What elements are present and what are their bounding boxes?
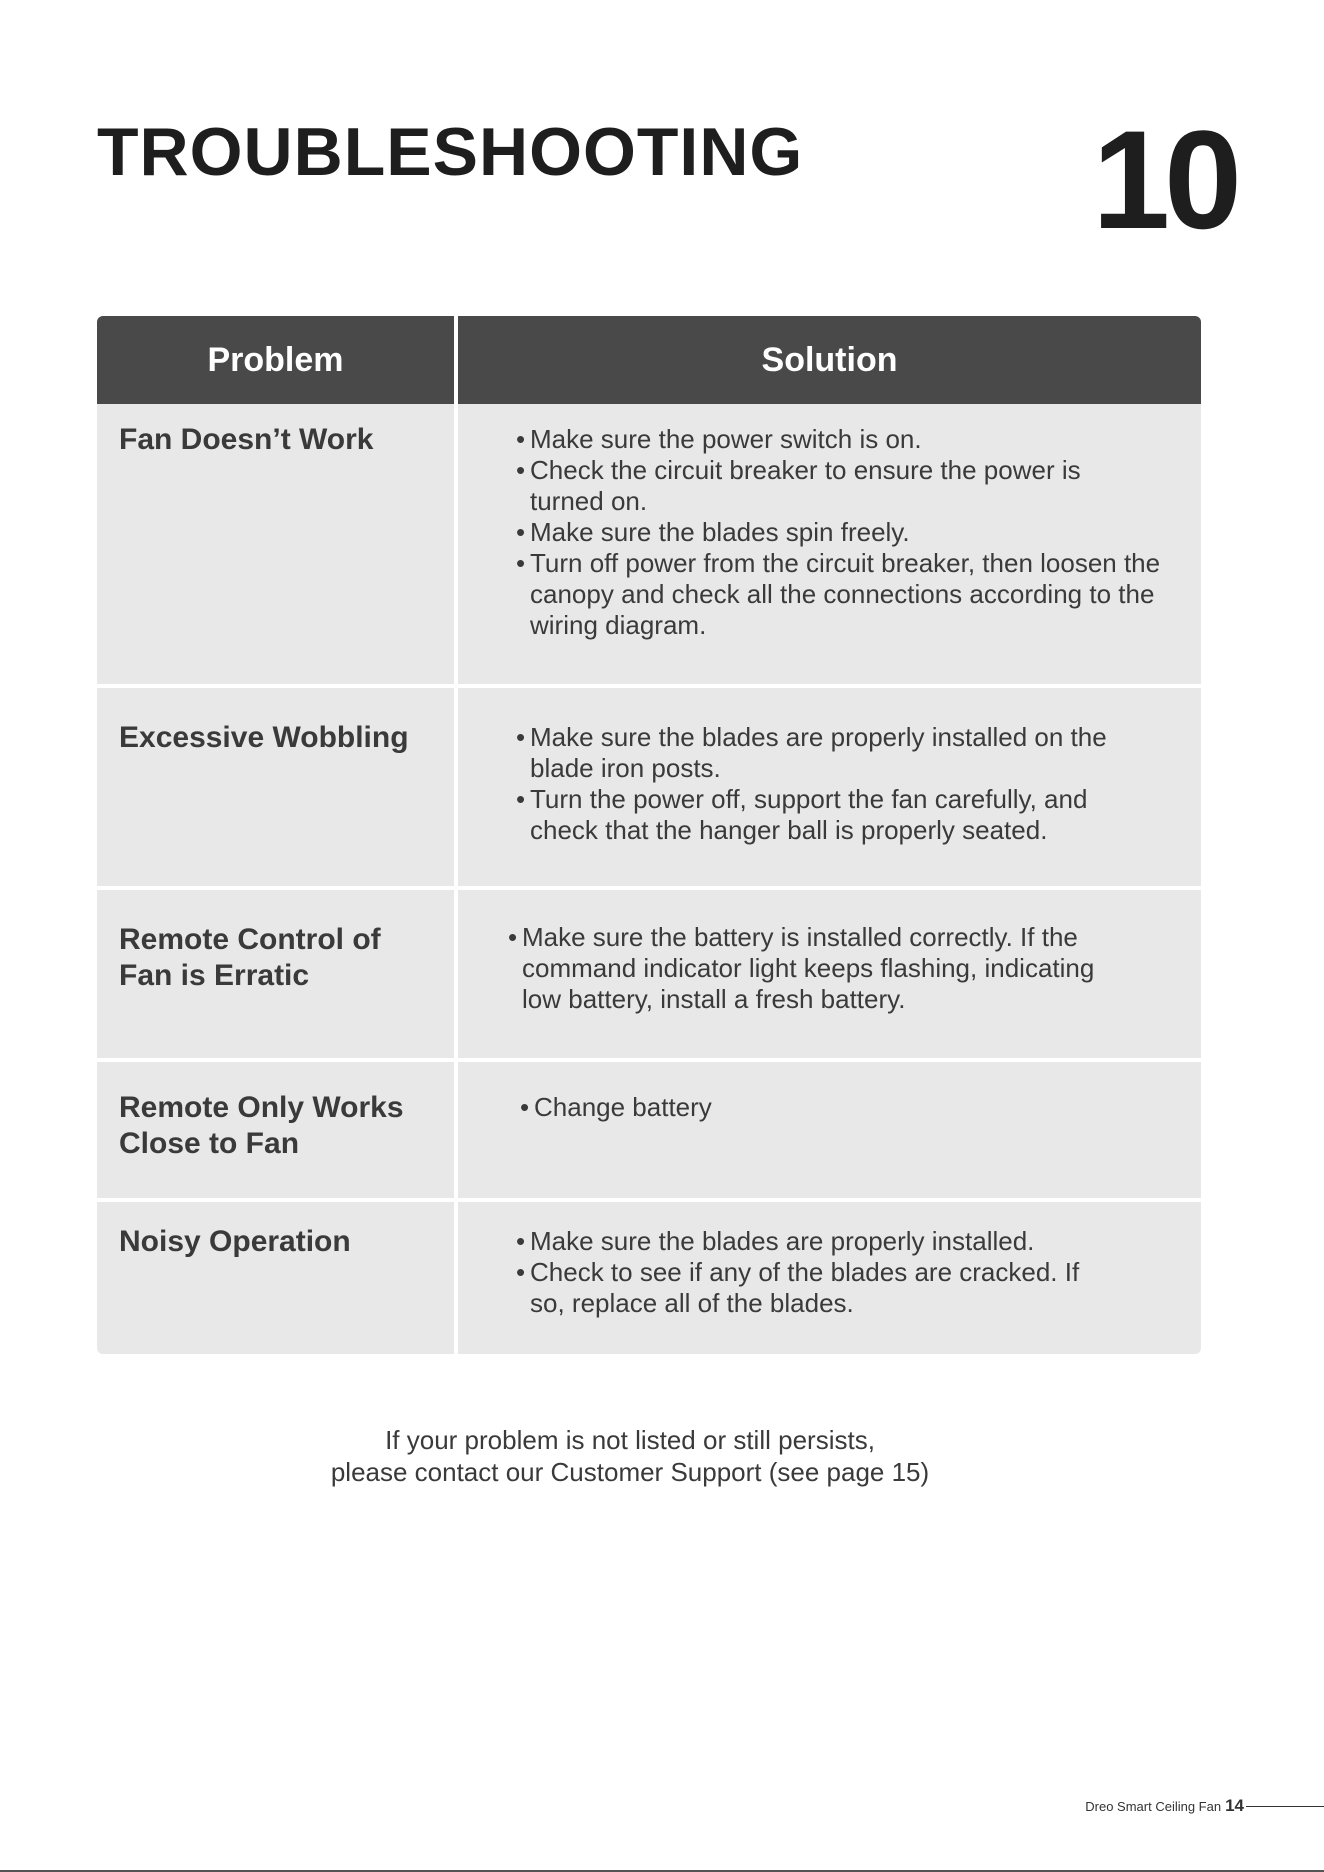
solution-item: • Make sure the blades are properly installed on the blade iron posts. [516, 722, 1161, 784]
solution-cell [458, 688, 1201, 886]
page-title: TROUBLESHOOTING [97, 114, 804, 190]
product-name: Dreo Smart Ceiling Fan [1085, 1798, 1222, 1814]
customer-support-note [0, 1424, 1260, 1488]
solution-cell [458, 404, 1201, 684]
solution-cell [458, 890, 1201, 1058]
support-note-line: If your problem is not listed or still persists, [385, 1425, 875, 1455]
table-header [97, 316, 1201, 404]
solution-item: • Make sure the power switch is on. [516, 424, 1161, 455]
solution-item: • Make sure the blades spin freely. [516, 517, 1161, 548]
table-row [97, 404, 1201, 684]
solution-cell [458, 1062, 1201, 1198]
solution-item: • Turn the power off, support the fan carefully, and check that the hanger ball is properly seated. [516, 784, 1161, 846]
chapter-number: 10 [1092, 101, 1236, 258]
problem-cell: Remote Control of Fan is Erratic [97, 890, 454, 1058]
solution-cell [458, 1202, 1201, 1354]
solution-item: • Make sure the battery is installed correctly. If the command indicator light keeps flashing, indicating low battery, install a fresh battery. [508, 922, 1121, 1015]
solution-item: • Turn off power from the circuit breaker, then loosen the canopy and check all the connections according to the wiring diagram. [516, 548, 1161, 641]
problem-cell: Noisy Operation [97, 1202, 454, 1354]
support-note-line: please contact our Customer Support (see page 15) [330, 1457, 930, 1487]
solution-item: • Check to see if any of the blades are cracked. If so, replace all of the blades. [516, 1257, 1121, 1319]
solution-item: • Change battery [520, 1092, 1201, 1123]
solution-item: • Check the circuit breaker to ensure the power is turned on. [516, 455, 1161, 517]
table-row [97, 688, 1201, 886]
solution-item: • Make sure the blades are properly installed. [516, 1226, 1121, 1257]
problem-cell: Fan Doesn’t Work [97, 404, 454, 684]
solution-column-header: Solution [458, 316, 1201, 404]
table-row [97, 1062, 1201, 1198]
problem-cell: Excessive Wobbling [97, 688, 454, 886]
problem-column-header: Problem [97, 316, 454, 404]
table-row [97, 1202, 1201, 1354]
problem-cell: Remote Only Works Close to Fan [97, 1062, 454, 1198]
page-footer [1085, 1796, 1324, 1816]
footer-rule [1246, 1806, 1324, 1807]
page-number: 14 [1225, 1796, 1244, 1815]
troubleshooting-table [97, 316, 1201, 1358]
table-row [97, 890, 1201, 1058]
